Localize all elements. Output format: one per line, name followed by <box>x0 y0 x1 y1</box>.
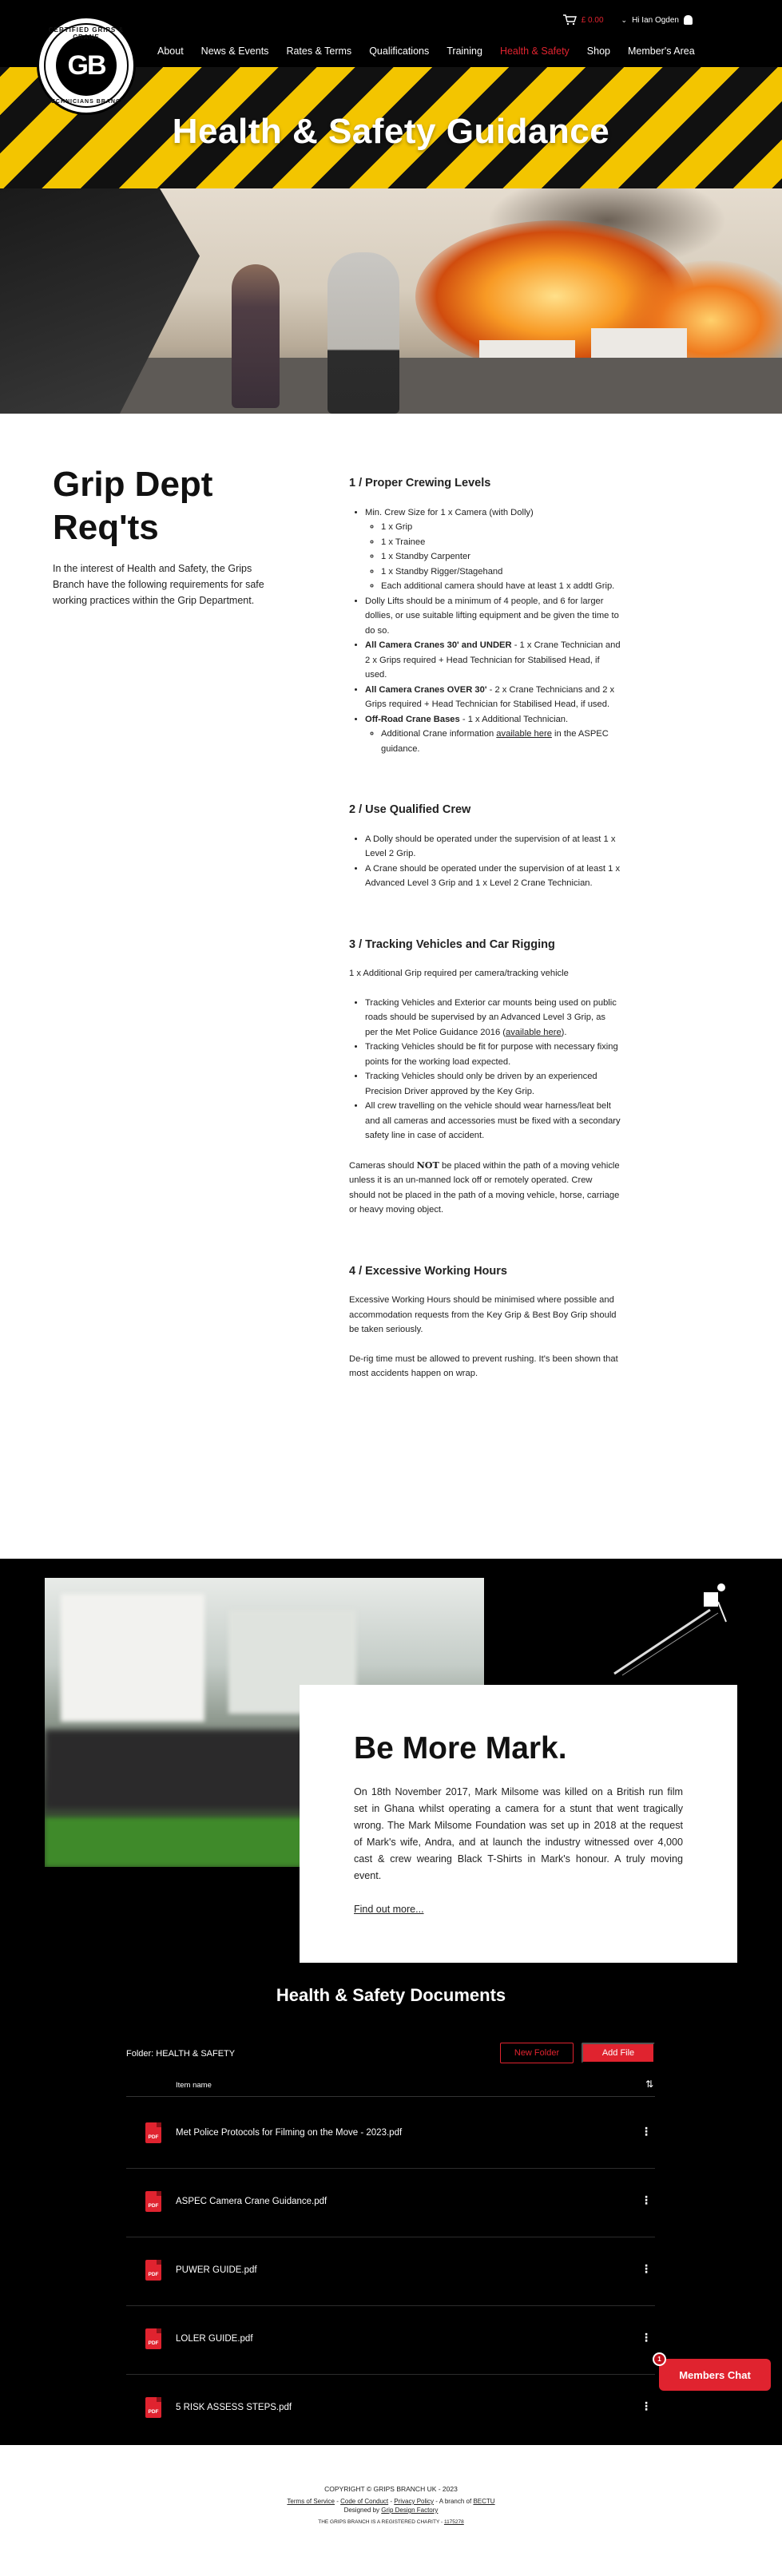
derig-text: De-rig time must be allowed to prevent rushing. It's been shown that most accidents happen on wrap. <box>349 1353 618 1378</box>
file-row[interactable] <box>126 2237 655 2306</box>
be-more-mark-section <box>0 1559 782 1974</box>
list-item: • A Dolly should be operated under the supervision of at least 1 x Level 2 Grip. <box>365 832 621 862</box>
logo-top-text: CERTIFIED GRIPS & CRANE <box>48 26 125 41</box>
file-row[interactable] <box>126 2169 655 2237</box>
working-hours-text: Excessive Working Hours should be minimised where possible and accommodation requests from the Key Grip & Best Boy Grip should be taken seriously. <box>349 1295 617 1334</box>
sort-icon[interactable]: ⇅ <box>645 2079 653 2090</box>
list-item: • All crew travelling on the vehicle should wear harness/leat belt and all cameras and accessories must be fixed with a secondary safety line in case of accident. <box>365 1099 621 1143</box>
file-row[interactable] <box>126 2100 655 2169</box>
charity-note <box>0 2519 782 2525</box>
more-options-icon[interactable]: ⋮ <box>641 2331 652 2344</box>
warning-text: Cameras should <box>349 1160 417 1171</box>
logo-initials: GB <box>56 35 117 96</box>
site-footer <box>0 2445 782 2533</box>
nav-rates-terms[interactable]: Rates & Terms <box>286 46 352 57</box>
privacy-link[interactable]: Privacy Policy <box>394 2498 435 2505</box>
charity-text: THE GRIPS BRANCH IS A REGISTERED CHARITY - <box>318 2519 444 2525</box>
list-item: • Tracking Vehicles should only be driven by an experienced Precision Driver approved by the Key Grip. <box>365 1069 621 1099</box>
file-row[interactable] <box>126 2375 655 2443</box>
nav-members-area[interactable]: Member's Area <box>628 46 695 57</box>
chat-label: Members Chat <box>679 2368 751 2381</box>
file-name[interactable]: Met Police Protocols for Filming on the Move - 2023.pdf <box>176 2128 403 2138</box>
list-item: • A Crane should be operated under the supervision of at least 1 x Advanced Level 3 Grip and 1 x Level 2 Crane Technician. <box>365 862 621 891</box>
bold-text: All Camera Cranes 30' and UNDER <box>365 640 512 650</box>
list-text: in the ASPEC guidance. <box>381 729 609 754</box>
warning-text: be placed within the path of a moving vehicle unless it is an un-manned lock off or remotely operated. Crew should not be placed in the path of a moving vehicle, horse, carriage or heavy moving object. <box>349 1160 620 1215</box>
heading-crewing-levels: 1 / Proper Crewing Levels <box>349 477 491 489</box>
file-table-header <box>126 2075 655 2097</box>
crewing-list <box>365 505 621 757</box>
warning-not: NOT <box>416 1159 439 1171</box>
be-more-mark-card <box>300 1685 737 1963</box>
list-item <box>365 683 621 712</box>
bell-icon[interactable] <box>684 15 693 25</box>
chat-notification-badge: 1 <box>653 2352 666 2366</box>
logo-bottom-text: TECHNICIANS BRANCH <box>46 99 126 105</box>
cameras-warning <box>349 1158 621 1218</box>
spacer <box>349 756 621 803</box>
spacer <box>349 891 621 937</box>
met-police-guidance-link[interactable]: available here <box>506 1027 562 1037</box>
heading-qualified-crew: 2 / Use Qualified Crew <box>349 803 471 816</box>
nav-training[interactable]: Training <box>447 46 482 57</box>
designer-link[interactable]: Grip Design Factory <box>381 2507 439 2514</box>
branch-of-text: A branch of <box>439 2498 472 2505</box>
file-row[interactable] <box>126 2306 655 2375</box>
user-greeting: Hi Ian Ogden <box>632 15 679 25</box>
file-name[interactable]: ASPEC Camera Crane Guidance.pdf <box>176 2197 327 2206</box>
list-text: Additional Crane information <box>381 729 497 739</box>
designed-by-text: Designed by <box>343 2507 380 2514</box>
user-menu[interactable] <box>621 15 693 25</box>
list-text: - 1 x Crane Technician and 2 x Grips required + Head Technician for Stabilised Head, if used. <box>365 640 621 680</box>
heading-tracking-vehicles: 3 / Tracking Vehicles and Car Rigging <box>349 937 555 951</box>
mark-story-text: On 18th November 2017, Mark Milsome was killed on a British run film set in Ghana whilst operating a camera for a stunt that went tragically wrong. The Mark Milsome Foundation was set up in 2018 at the request of Mark's wife, Andra, and at launch the industry witnessed over 4,000 cast & crew wearing Black T-Shirts in Mark's honour. A truly moving event. <box>354 1786 683 1881</box>
column-header-item-name: Item name <box>176 2081 212 2090</box>
offroad-sublist <box>381 727 621 756</box>
file-name[interactable]: LOLER GUIDE.pdf <box>176 2334 253 2344</box>
more-options-icon[interactable]: ⋮ <box>641 2262 652 2275</box>
list-item: • Dolly Lifts should be a minimum of 4 people, and 6 for larger dollies, or use suitable lifting equipment and be given the time to do so. <box>365 594 621 639</box>
file-name[interactable]: 5 RISK ASSESS STEPS.pdf <box>176 2403 292 2412</box>
cart-button[interactable] <box>562 14 604 26</box>
qualified-crew-list <box>365 832 621 891</box>
list-item <box>365 996 621 1040</box>
mark-title: Be More Mark. <box>354 1731 567 1766</box>
actress-figure <box>232 264 280 408</box>
tracking-list <box>365 996 621 1143</box>
list-item: • Tracking Vehicles should be fit for purpose with necessary fixing points for the working load expected. <box>365 1040 621 1069</box>
file-name[interactable]: PUWER GUIDE.pdf <box>176 2265 257 2275</box>
more-options-icon[interactable]: ⋮ <box>641 2125 652 2138</box>
topbar <box>562 14 693 26</box>
list-item: ◦ 1 x Grip <box>381 520 621 535</box>
code-of-conduct-link[interactable]: Code of Conduct <box>340 2498 389 2505</box>
add-file-button[interactable]: Add File <box>582 2043 655 2063</box>
nav-qualifications[interactable]: Qualifications <box>369 46 430 57</box>
hero-header <box>0 0 782 188</box>
spacer <box>349 1338 621 1352</box>
camera-crane-graphic <box>598 1578 750 1682</box>
list-item <box>381 727 621 756</box>
spacer <box>349 981 621 996</box>
bold-text: Off-Road Crane Bases <box>365 714 460 724</box>
spacer <box>349 1143 621 1158</box>
bold-text: All Camera Cranes <box>365 684 447 695</box>
actor-figure <box>327 252 399 414</box>
members-chat-button[interactable] <box>657 2356 771 2391</box>
more-options-icon[interactable]: ⋮ <box>641 2400 652 2412</box>
nav-shop[interactable]: Shop <box>586 46 610 57</box>
copyright: COPYRIGHT © GRIPS BRANCH UK - 2023 <box>324 2485 458 2493</box>
intro-text: In the interest of Health and Safety, the Grips Branch have the following requirements for safe working practices within the Grip Department. <box>53 563 264 606</box>
tracking-intro: 1 x Additional Grip required per camera/tracking vehicle <box>349 969 569 978</box>
cart-icon <box>562 14 577 26</box>
list-item <box>365 712 621 757</box>
pdf-file-icon: PDF <box>145 2191 161 2212</box>
list-item: ◦ 1 x Trainee <box>381 535 621 550</box>
new-folder-button[interactable]: New Folder <box>500 2043 574 2063</box>
aspec-guidance-link[interactable]: available here <box>496 729 552 739</box>
documents-title: Health & Safety Documents <box>276 1985 506 2005</box>
list-text: Tracking Vehicles and Exterior car mounts being used on public roads should be supervised by an Advanced Level 3 Grip, as per the Met Police Guidance 2016 ( <box>365 997 617 1037</box>
pdf-file-icon: PDF <box>145 2397 161 2418</box>
footer-links: Terms of Service - Code of Conduct - Privacy Policy - A branch of BECTU <box>287 2498 495 2505</box>
nav-news-events[interactable]: News & Events <box>200 46 269 57</box>
list-text: - 2 x Crane Technicians and 2 x Grips required + Head Technician for Stabilised Head, if used. <box>365 684 615 709</box>
list-item: ◦ Each additional camera should have at least 1 x addtl Grip. <box>381 579 621 594</box>
min-crew-text: Min. Crew Size for 1 x Camera (with Dolly) <box>365 507 534 517</box>
bold-text: OVER 30' <box>447 684 487 695</box>
section-title: Grip Dept Req'ts <box>53 465 213 547</box>
designer-credit <box>0 2507 782 2514</box>
list-item <box>365 638 621 683</box>
chevron-down-icon: ⌄ <box>621 15 628 24</box>
bectu-link[interactable]: BECTU <box>473 2498 495 2505</box>
spacer <box>349 1218 621 1264</box>
photo-building <box>61 1594 204 1722</box>
min-crew-sublist <box>381 520 621 594</box>
cart-total: £ 0.00 <box>581 15 604 25</box>
more-options-icon[interactable]: ⋮ <box>641 2194 652 2206</box>
pdf-file-icon: PDF <box>145 2328 161 2349</box>
list-text: ). <box>561 1027 567 1037</box>
list-item <box>365 505 621 594</box>
nav-health-safety[interactable]: Health & Safety <box>499 46 570 57</box>
grips-branch-logo[interactable] <box>37 16 136 115</box>
list-item: ◦ 1 x Standby Carpenter <box>381 549 621 565</box>
list-item: ◦ 1 x Standby Rigger/Stagehand <box>381 565 621 580</box>
pdf-file-icon: PDF <box>145 2260 161 2281</box>
terms-link[interactable]: Terms of Service <box>287 2498 335 2505</box>
find-out-more-link[interactable]: Find out more... <box>354 1904 424 1915</box>
guidance-content <box>0 414 782 1559</box>
requirements-column <box>349 476 621 1381</box>
film-set-photo <box>0 188 782 414</box>
nav-about[interactable]: About <box>157 46 184 57</box>
heading-working-hours: 4 / Excessive Working Hours <box>349 1264 507 1278</box>
charity-number-link[interactable]: 1175278 <box>443 2519 464 2525</box>
list-text: - 1 x Additional Technician. <box>459 714 569 724</box>
folder-label: Folder: HEALTH & SAFETY <box>126 2049 236 2059</box>
page-title: Health & Safety Guidance <box>172 112 610 151</box>
main-nav <box>149 46 704 57</box>
pdf-file-icon: PDF <box>145 2122 161 2143</box>
